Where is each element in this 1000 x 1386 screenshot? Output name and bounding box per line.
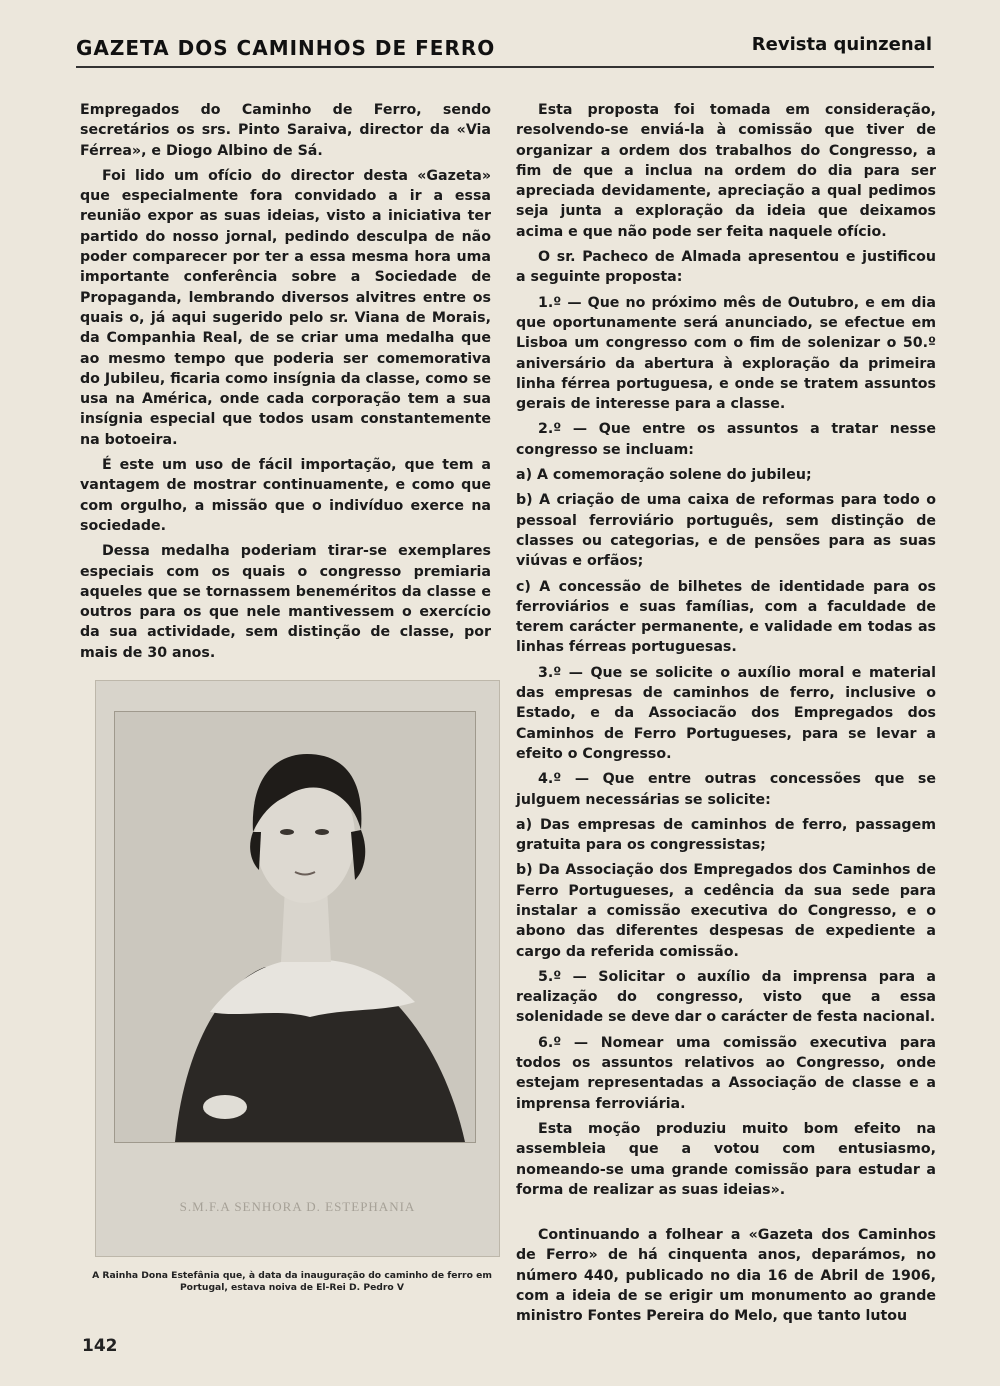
list-item: a) A comemoração solene do jubileu; [516, 467, 812, 484]
plate-inscription: S.M.F.A SENHORA D. ESTEPHANIA [179, 1199, 416, 1214]
list-item: a) Das empresas de caminhos de ferro, passagem gratuita para os congressistas; [516, 816, 936, 854]
portrait-frame [114, 711, 476, 1143]
paragraph: 4.º — Que entre outras concessões que se julguem necessárias se solicite: [516, 771, 936, 808]
paragraph: O sr. Pacheco de Almada apresentou e justificou a seguinte proposta: [516, 249, 936, 286]
portrait-photograph [95, 680, 500, 1257]
publication-title: GAZETA DOS CAMINHOS DE FERRO [76, 36, 496, 60]
portrait-illustration [115, 712, 475, 1142]
publication-subtitle: Revista quinzenal [751, 34, 932, 55]
list-item: b) Da Associação dos Empregados dos Caminhos de Ferro Portugueses, a cedência da sua sede para instalar a comissão executiva do Congresso, e o abono das diferentes despesas de expediente a cargo da referida comissão. [516, 862, 936, 960]
figure-caption: A Rainha Dona Estefânia que, à data da inauguração do caminho de ferro em Portugal, estava noiva de El-Rei D. Pedro V [92, 1270, 492, 1293]
paragraph: 2.º — Que entre os assuntos a tratar nesse congresso se incluam: [516, 421, 936, 458]
list-item: c) A concessão de bilhetes de identidade para os ferroviários e suas famílias, com a faculdade de terem carácter permanente, e validade em todas as linhas férreas portuguesas. [516, 578, 936, 656]
paragraph: Esta moção produziu muito bom efeito na assembleia que a votou com entusiasmo, nomeando-se uma grande comissão para estudar a forma de realizar as suas ideias». [516, 1120, 936, 1198]
right-text-column [516, 100, 936, 1332]
paragraph: Empregados do Caminho de Ferro, sendo secretários os srs. Pinto Saraiva, director da «Via Férrea», e Diogo Albino de Sá. [80, 102, 491, 159]
paragraph: Dessa medalha poderiam tirar-se exemplares especiais com os quais o congresso premiaria aqueles que se tornassem beneméritos da classe e outros para os que nele mantivessem o exercício da sua actividade, sem distinção de classe, por mais de 30 anos. [80, 543, 491, 661]
paragraph: 1.º — Que no próximo mês de Outubro, e em dia que oportunamente será anunciado, se efectue em Lisboa um congresso com o fim de solenizar o 50.º aniversário da abertura à exploração da primeira linha férrea portuguesa, e onde se tratem assuntos gerais de interesse para a classe. [516, 294, 936, 413]
paragraph: Continuando a folhear a «Gazeta dos Caminhos de Ferro» de há cinquenta anos, deparámos, no número 440, publicado no dia 16 de Abril de 1906, com a ideia de se erigir um monumento ao grande ministro Fontes Pereira do Melo, que tanto lutou [516, 1227, 936, 1325]
left-text-column [80, 100, 491, 668]
paragraph: Esta proposta foi tomada em consideração, resolvendo-se enviá-la à comissão que tiver de organizar a ordem dos trabalhos do Congresso, a fim de que a inclua na ordem do dia para ser apreciada devidamente, apreciação a qual pedimos seja junta a exploração da ideia que deixamos acima e que não pode ser feita naquele ofício. [516, 102, 936, 240]
header-divider [76, 66, 934, 68]
page-number: 142 [82, 1336, 118, 1356]
paragraph: 3.º — Que se solicite o auxílio moral e material das empresas de caminhos de ferro, inclusive o Estado, e da Associacão dos Empregados dos Caminhos de Ferro Portugueses, para se levar a efeito o Congresso. [516, 664, 936, 762]
paragraph: 6.º — Nomear uma comissão executiva para todos os assuntos relativos ao Congresso, onde estejam representadas a Associação de classe e a imprensa ferroviária. [516, 1034, 936, 1112]
paragraph: É este um uso de fácil importação, que tem a vantagem de mostrar continuamente, e como que com orgulho, a missão que o indivíduo exerce na sociedade. [80, 457, 491, 534]
paragraph-gap [516, 1205, 936, 1225]
list-item: b) A criação de uma caixa de reformas para todo o pessoal ferroviário português, sem distinção de classes ou categorias, e de pensões para as suas viúvas e orfãos; [516, 492, 936, 570]
paragraph: Foi lido um ofício do director desta «Gazeta» que especialmente fora convidado a ir a essa reunião expor as suas ideias, visto a iniciativa ter partido do nosso jornal, pedindo desculpa de não poder comparecer por ter a essa mesma hora uma importante conferência sobre a Sociedade de Propaganda, lembrando diversos alvitres entre os quais o, já aqui sugerido pelo sr. Viana de Morais, da Companhia Real, de se criar uma medalha que ao mesmo tempo que poderia ser comemorativa do Jubileu, ficaria como insígnia da classe, como se usa na América, onde cada corporação tem a sua insígnia especial que todos usam constantemente na botoeira. [80, 167, 491, 448]
paragraph: 5.º — Solicitar o auxílio da imprensa para a realização do congresso, visto que a essa solenidade se deve dar o carácter de festa nacional. [516, 968, 936, 1026]
